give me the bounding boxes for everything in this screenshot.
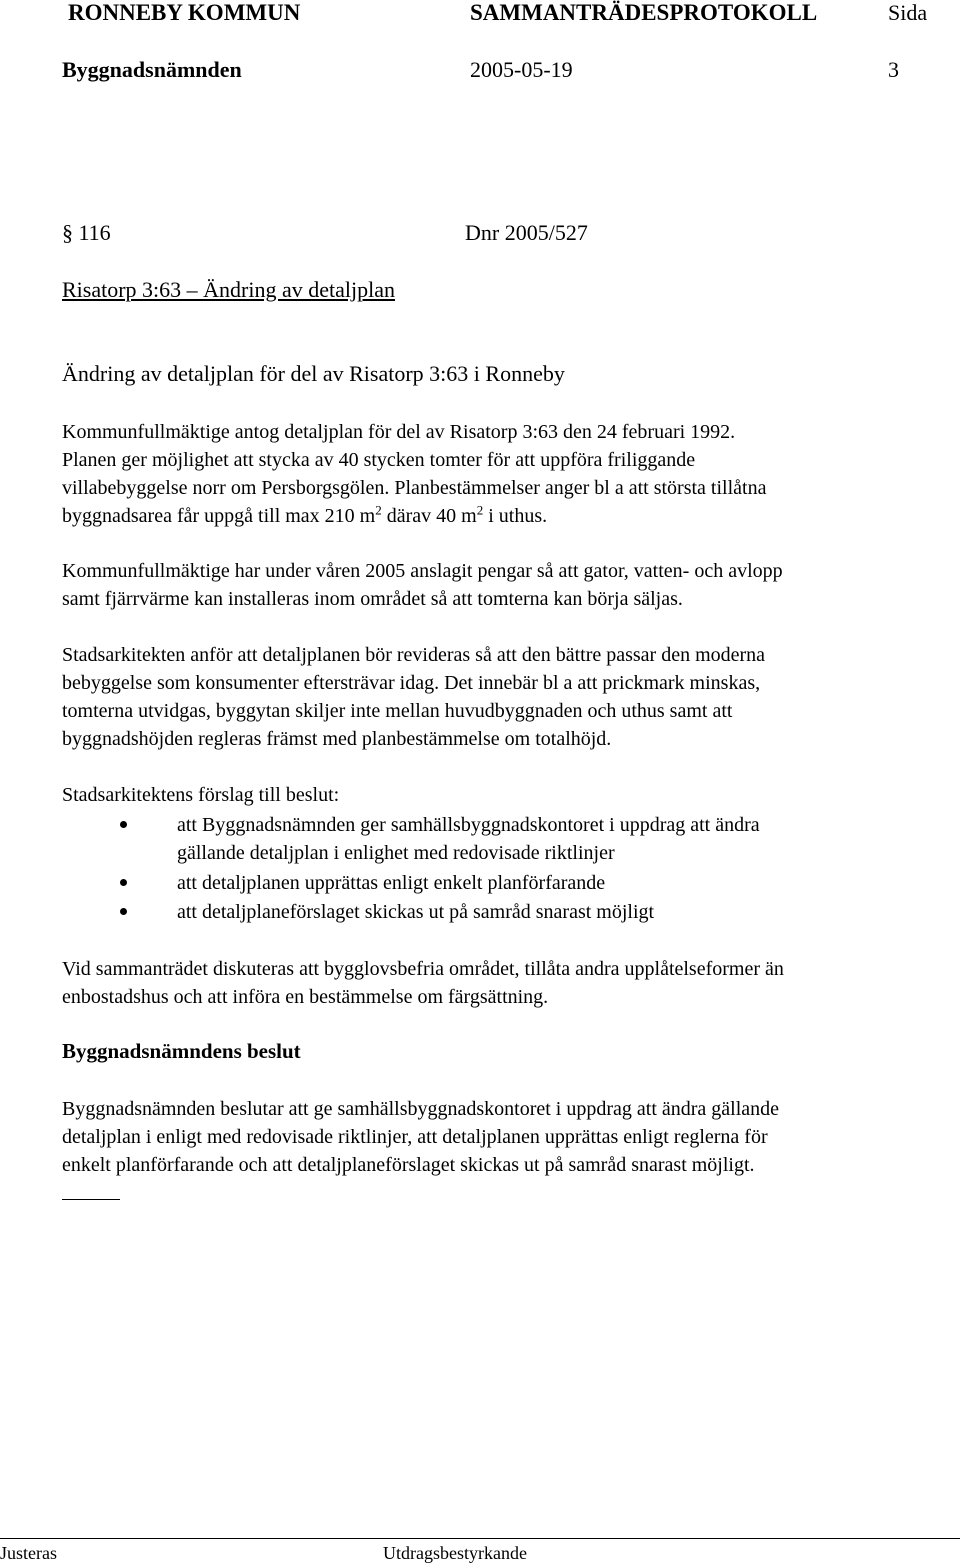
bullet-1-line-2: gällande detaljplan i enlighet med redovisade riktlinjer xyxy=(177,842,615,864)
p1-line-1: Kommunfullmäktige antog detaljplan för del av Risatorp 3:63 den 24 februari 1992. xyxy=(62,421,736,443)
p2-line-1: Kommunfullmäktige har under våren 2005 anslagit pengar så att gator, vatten- och avlopp xyxy=(62,560,783,582)
dnr-number: Dnr 2005/527 xyxy=(465,220,588,245)
p3-line-3: tomterna utvidgas, byggytan skiljer inte mellan huvudbyggnaden och uthus samt att xyxy=(62,700,733,722)
decision-heading: Byggnadsnämndens beslut xyxy=(62,1039,301,1063)
proposal-bullet-2: att detaljplanen upprättas enligt enkelt planförfarande xyxy=(177,872,606,894)
paragraph-1 xyxy=(62,418,766,530)
p3-line-4: byggnadshöjden regleras främst med planbestämmelse om totalhöjd. xyxy=(62,728,612,750)
decision-line-2: detaljplan i enligt med redovisade riktlinjer, att detaljplanen upprättas enligt reglerna för xyxy=(62,1126,768,1148)
paragraph-4 xyxy=(62,955,784,1011)
bullet-icon xyxy=(120,821,127,828)
bullet-icon xyxy=(120,879,127,886)
p4-line-2: enbostadshus och att införa en bestämmelse om färgsättning. xyxy=(62,986,549,1008)
p1-line-4-a: byggnadsarea får uppgå till max 210 m xyxy=(62,505,376,527)
page-number: 3 xyxy=(888,57,899,82)
document-type: SAMMANTRÄDESPROTOKOLL xyxy=(470,0,818,25)
section-number: § 116 xyxy=(62,220,111,245)
meeting-date: 2005-05-19 xyxy=(470,57,573,82)
item-title: Risatorp 3:63 – Ändring av detaljplan xyxy=(62,277,395,302)
p1-line-4-b: därav 40 m xyxy=(381,505,477,527)
p1-line-2: Planen ger möjlighet att stycka av 40 stycken tomter för att uppföra friliggande xyxy=(62,449,696,471)
p3-line-2: bebyggelse som konsumenter eftersträvar idag. Det innebär bl a att prickmark minskas, xyxy=(62,672,761,694)
paragraph-3 xyxy=(62,641,765,753)
p1-line-3: villabebyggelse norr om Persborgsgölen. Planbestämmelser anger bl a att största tillåtna xyxy=(62,477,767,499)
decision-line-1: Byggnadsnämnden beslutar att ge samhällsbyggnadskontoret i uppdrag att ändra gällande xyxy=(62,1098,780,1120)
proposal-heading: Stadsarkitektens förslag till beslut: xyxy=(62,784,340,806)
bullet-icon xyxy=(120,908,127,915)
p3-line-1: Stadsarkitekten anför att detaljplanen bör revideras så att den bättre passar den moderna xyxy=(62,644,766,666)
paragraph-2 xyxy=(62,557,783,613)
footer-utdragsbestyrkande: Utdragsbestyrkande xyxy=(383,1543,527,1563)
committee-name: Byggnadsnämnden xyxy=(62,57,242,82)
decision-text xyxy=(62,1095,779,1179)
end-rule xyxy=(62,1199,120,1200)
proposal-bullet-3: att detaljplaneförslaget skickas ut på samråd snarast möjligt xyxy=(177,901,655,923)
superscript-2: 2 xyxy=(375,502,382,518)
decision-line-3: enkelt planförfarande och att detaljplaneförslaget skickas ut på samråd snarast möjligt. xyxy=(62,1154,755,1176)
proposal-bullet-1 xyxy=(177,811,760,867)
page-label: Sida xyxy=(888,0,928,25)
bullet-1-line-1: att Byggnadsnämnden ger samhällsbyggnadskontoret i uppdrag att ändra xyxy=(177,814,760,836)
footer-justeras: Justeras xyxy=(0,1543,57,1563)
p2-line-2: samt fjärrvärme kan installeras inom området så att tomterna kan börja säljas. xyxy=(62,588,683,610)
p1-line-4 xyxy=(62,502,766,530)
footer-divider xyxy=(0,1538,960,1539)
p1-line-4-c: i uthus. xyxy=(483,505,548,527)
org-name: RONNEBY KOMMUN xyxy=(68,0,301,25)
p4-line-1: Vid sammanträdet diskuteras att bygglovsbefria området, tillåta andra upplåtelseformer än xyxy=(62,958,784,980)
item-subject: Ändring av detaljplan för del av Risatorp 3:63 i Ronneby xyxy=(62,361,565,386)
superscript-2: 2 xyxy=(476,502,484,518)
